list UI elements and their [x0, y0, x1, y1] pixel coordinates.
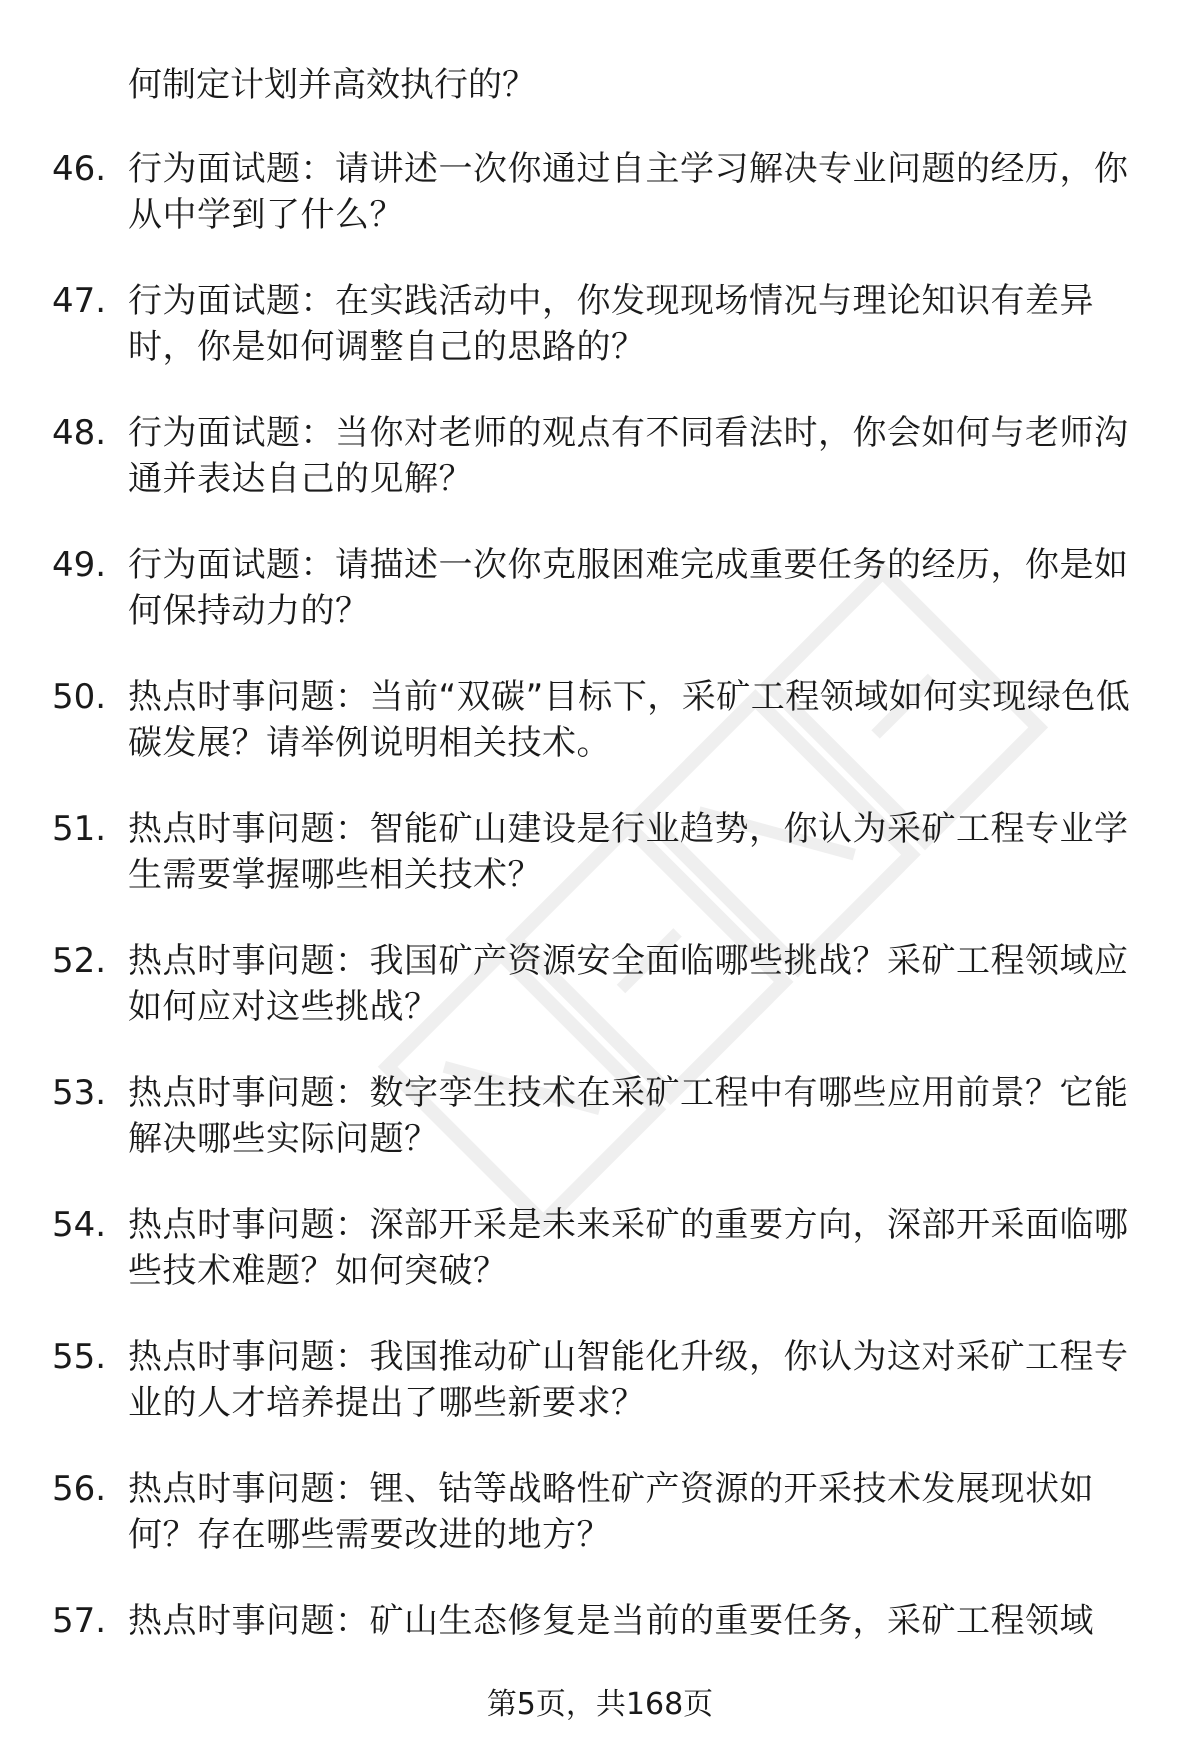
- question-number: 57.: [52, 1601, 107, 1641]
- continuation-text: 何制定计划并高效执行的？: [128, 65, 536, 105]
- question-text: 热点时事问题：我国推动矿山智能化升级，你认为这对采矿工程专业的人才培养提出了哪些新要求？: [128, 1337, 1129, 1423]
- question-number: 55.: [52, 1337, 107, 1377]
- question-text: 行为面试题：在实践活动中，你发现现场情况与理论知识有差异时，你是如何调整自己的思路的？: [128, 281, 1094, 367]
- question-item: [52, 1466, 1142, 1598]
- question-item: [52, 410, 1142, 542]
- question-number: 50.: [52, 677, 107, 717]
- question-item: [52, 146, 1142, 278]
- question-text: 行为面试题：当你对老师的观点有不同看法时，你会如何与老师沟通并表达自己的见解？: [128, 413, 1129, 499]
- question-text: 热点时事问题：我国矿产资源安全面临哪些挑战？采矿工程领域应如何应对这些挑战？: [128, 941, 1129, 1027]
- question-list: [52, 146, 1142, 1730]
- question-text: 热点时事问题：深部开采是未来采矿的重要方向，深部开采面临哪些技术难题？如何突破？: [128, 1205, 1129, 1291]
- question-number: 49.: [52, 545, 107, 585]
- question-item: [52, 1202, 1142, 1334]
- question-number: 46.: [52, 149, 107, 189]
- question-item: [52, 542, 1142, 674]
- question-number: 53.: [52, 1073, 107, 1113]
- question-number: 48.: [52, 413, 107, 453]
- page-footer: 第5页，共168页: [486, 1687, 714, 1722]
- question-number: 52.: [52, 941, 107, 981]
- question-text: 热点时事问题：锂、钴等战略性矿产资源的开采技术发展现状如何？存在哪些需要改进的地方？: [128, 1469, 1094, 1555]
- question-text: 热点时事问题：当前“双碳”目标下，采矿工程领域如何实现绿色低碳发展？请举例说明相关技术。: [128, 677, 1131, 763]
- question-item: [52, 1070, 1142, 1202]
- question-text: 行为面试题：请讲述一次你通过自主学习解决专业问题的经历，你从中学到了什么？: [128, 149, 1129, 235]
- question-text: 行为面试题：请描述一次你克服困难完成重要任务的经历，你是如何保持动力的？: [128, 545, 1129, 631]
- question-item: [52, 1334, 1142, 1466]
- question-text: 热点时事问题：数字孪生技术在采矿工程中有哪些应用前景？它能解决哪些实际问题？: [128, 1073, 1129, 1159]
- question-number: 47.: [52, 281, 107, 321]
- question-number: 54.: [52, 1205, 107, 1245]
- question-text: 热点时事问题：智能矿山建设是行业趋势，你认为采矿工程专业学生需要掌握哪些相关技术？: [128, 809, 1129, 895]
- question-item: [52, 278, 1142, 410]
- question-item: [52, 674, 1142, 806]
- question-text: 热点时事问题：矿山生态修复是当前的重要任务，采矿工程领域: [128, 1601, 1094, 1641]
- question-item: [52, 938, 1142, 1070]
- question-number: 56.: [52, 1469, 107, 1509]
- question-item: [52, 806, 1142, 938]
- question-number: 51.: [52, 809, 107, 849]
